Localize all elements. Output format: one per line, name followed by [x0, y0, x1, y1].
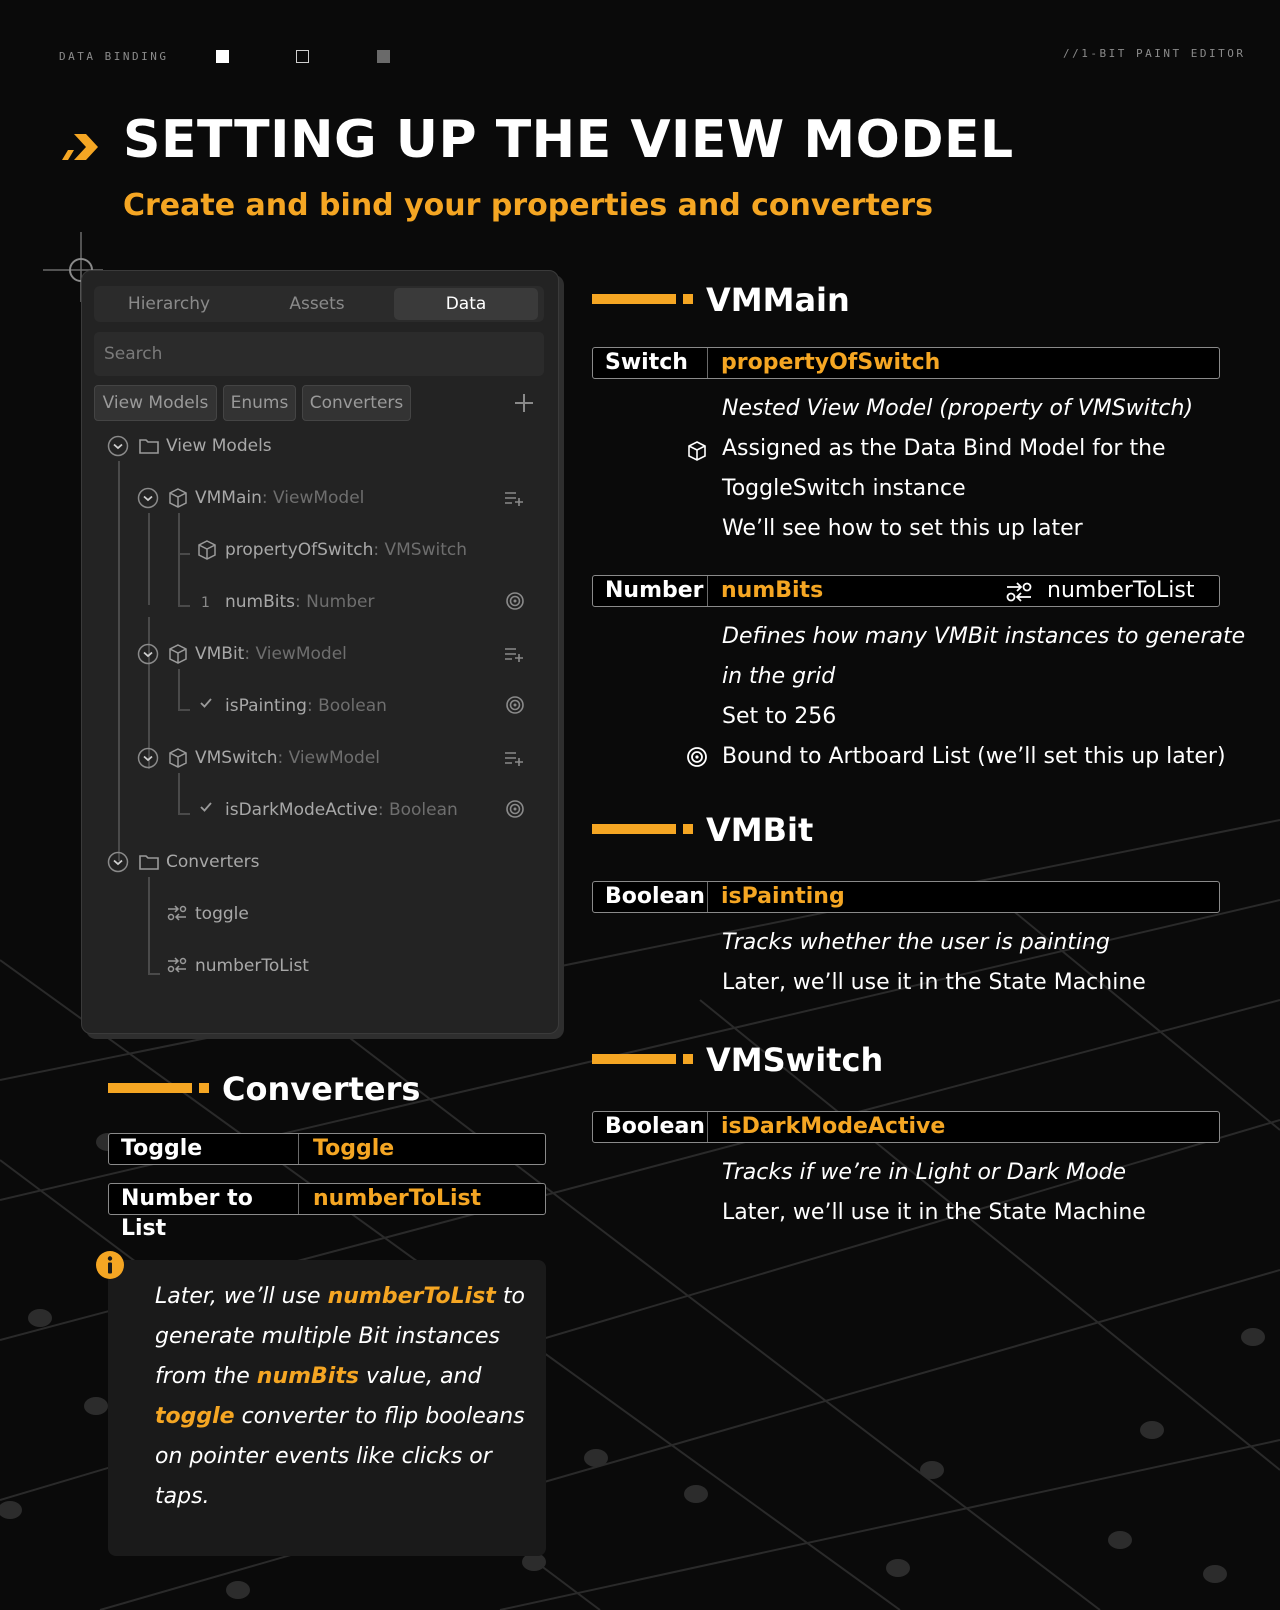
tree-item-is-painting[interactable]	[225, 694, 387, 718]
tree-line	[148, 973, 160, 975]
converter-value: Toggle	[313, 1136, 395, 1161]
property-type: Number	[593, 576, 708, 606]
info-line	[155, 1284, 525, 1309]
description-text: Tracks if we’re in Light or Dark Mode	[722, 1160, 1127, 1185]
description-text: in the grid	[722, 664, 836, 689]
cube-icon	[167, 487, 189, 509]
collapse-chevron-icon[interactable]	[137, 487, 159, 509]
item-type: : ViewModel	[261, 488, 365, 508]
cube-icon	[686, 440, 708, 462]
add-property-icon[interactable]	[504, 749, 524, 767]
heading-bar	[108, 1083, 192, 1093]
data-panel	[81, 270, 559, 1034]
info-line	[155, 1364, 481, 1389]
converter-label: Toggle	[109, 1134, 299, 1164]
converter-value: numberToList	[313, 1186, 482, 1211]
property-type: Boolean	[593, 882, 708, 912]
description-text: ToggleSwitch instance	[722, 476, 966, 501]
description-text: We’ll see how to set this up later	[722, 516, 1083, 541]
tab-assets[interactable]: Assets	[289, 294, 345, 314]
bound-spiral-icon[interactable]	[505, 799, 525, 819]
bound-spiral-icon	[686, 746, 708, 768]
collapse-chevron-icon[interactable]	[137, 643, 159, 665]
tree-line	[118, 461, 120, 861]
tree-item-number-to-list[interactable]: numberToList	[195, 956, 309, 976]
tree-line	[178, 813, 190, 815]
heading-bar-dot	[683, 294, 693, 304]
tree-line	[178, 605, 190, 607]
add-property-icon[interactable]	[504, 645, 524, 663]
page-title: SETTING UP THE VIEW MODEL	[123, 110, 1014, 170]
chip-enums[interactable]: Enums	[223, 385, 296, 421]
heading-bar-dot	[683, 1054, 693, 1064]
info-text: to	[495, 1284, 525, 1309]
folder-label: Converters	[166, 852, 260, 872]
description-text: Bound to Artboard List (we’ll set this up later)	[722, 744, 1226, 769]
tree-line	[178, 513, 180, 605]
add-property-icon[interactable]	[504, 489, 524, 507]
info-callout	[108, 1260, 546, 1556]
tree-item-is-dark-mode-active[interactable]	[225, 798, 458, 822]
property-row-is-dark-mode-active	[592, 1111, 1220, 1143]
tree-line	[178, 709, 190, 711]
folder-icon	[138, 436, 160, 456]
tree-item-vmbit[interactable]	[195, 642, 347, 666]
item-name: propertyOfSwitch	[225, 540, 374, 560]
check-icon	[198, 799, 214, 815]
cube-icon	[196, 539, 218, 561]
converter-icon	[166, 955, 188, 975]
converter-row-number-to-list	[108, 1183, 546, 1241]
item-name: VMBit	[195, 644, 245, 664]
info-highlight: numberToList	[327, 1284, 496, 1309]
info-text: Later, we’ll use	[155, 1284, 328, 1309]
heading-bar	[592, 824, 676, 834]
description-text: Later, we’ll use it in the State Machine	[722, 970, 1146, 995]
panel-tabs	[94, 286, 544, 322]
tree-line	[178, 553, 190, 555]
info-line: generate multiple Bit instances	[155, 1324, 500, 1349]
description-text: Tracks whether the user is painting	[722, 930, 1110, 955]
converters-heading: Converters	[222, 1070, 421, 1108]
info-line	[155, 1404, 525, 1429]
item-type: : Boolean	[306, 696, 387, 716]
plus-icon[interactable]	[514, 393, 534, 413]
property-row-number	[592, 575, 1220, 607]
cube-icon	[167, 643, 189, 665]
description-text: Nested View Model (property of VMSwitch)	[722, 396, 1194, 421]
tree-folder-converters[interactable]	[166, 850, 260, 874]
property-converter: numberToList	[1047, 578, 1195, 603]
item-name: VMSwitch	[195, 748, 278, 768]
item-type: : Boolean	[377, 800, 458, 820]
property-type: Boolean	[593, 1112, 708, 1142]
info-highlight: toggle	[155, 1404, 235, 1429]
heading-bar-dot	[199, 1083, 209, 1093]
info-text: converter to flip booleans	[234, 1404, 525, 1429]
vmswitch-heading: VMSwitch	[706, 1041, 884, 1079]
tree-line	[178, 669, 180, 709]
tree-folder-view-models[interactable]	[166, 434, 272, 458]
item-type: : Number	[295, 592, 375, 612]
chip-view-models[interactable]: View Models	[94, 385, 217, 421]
cube-icon	[167, 747, 189, 769]
search-input[interactable]: Search	[94, 332, 544, 376]
collapse-chevron-icon[interactable]	[137, 747, 159, 769]
collapse-chevron-icon[interactable]	[107, 851, 129, 873]
bound-spiral-icon[interactable]	[505, 695, 525, 715]
description-text: Assigned as the Data Bind Model for the	[722, 436, 1166, 461]
converter-icon	[166, 903, 188, 923]
heading-bar	[592, 294, 676, 304]
info-icon	[95, 1250, 125, 1280]
converter-label: Number to List	[109, 1184, 299, 1214]
collapse-chevron-icon[interactable]	[107, 435, 129, 457]
item-name: isPainting	[225, 696, 307, 716]
description-text: Later, we’ll use it in the State Machine	[722, 1200, 1146, 1225]
info-text: value, and	[358, 1364, 482, 1389]
folder-label: View Models	[166, 436, 272, 456]
item-name: isDarkModeActive	[225, 800, 378, 820]
item-name: VMMain	[195, 488, 262, 508]
tree-line	[178, 773, 180, 813]
number-icon: 1	[201, 595, 210, 611]
section-label: DATA BINDING	[59, 50, 169, 63]
property-name: isDarkModeActive	[721, 1114, 946, 1139]
vmbit-heading: VMBit	[706, 811, 814, 849]
tab-data[interactable]: Data	[394, 288, 538, 320]
property-type: Switch	[593, 348, 708, 378]
item-type: : VMSwitch	[373, 540, 467, 560]
tree-item-toggle[interactable]: toggle	[195, 904, 249, 924]
vmmain-heading: VMMain	[706, 281, 850, 319]
info-text: from the	[155, 1364, 257, 1389]
property-row-switch	[592, 347, 1220, 379]
property-name: propertyOfSwitch	[721, 350, 941, 375]
converter-row-toggle	[108, 1133, 546, 1165]
bound-spiral-icon[interactable]	[505, 591, 525, 611]
page-subtitle: Create and bind your properties and converters	[123, 188, 933, 223]
item-type: : ViewModel	[244, 644, 347, 664]
tree-item-property-of-switch[interactable]	[225, 538, 467, 562]
chip-converters[interactable]: Converters	[302, 385, 411, 421]
folder-icon	[138, 852, 160, 872]
square-outline-icon	[296, 50, 309, 63]
tree-item-num-bits[interactable]	[225, 590, 374, 614]
description-text: Defines how many VMBit instances to generate	[722, 624, 1246, 649]
tree-item-vmmain[interactable]	[195, 486, 364, 510]
item-type: : ViewModel	[277, 748, 381, 768]
square-filled-icon	[216, 50, 229, 63]
tree-item-vmswitch[interactable]	[195, 746, 380, 770]
converter-icon	[1004, 579, 1034, 605]
chevron-arrow-icon	[58, 130, 102, 164]
info-line: taps.	[155, 1484, 210, 1509]
check-icon	[198, 695, 214, 711]
heading-bar	[592, 1054, 676, 1064]
description-text: Set to 256	[722, 704, 837, 729]
tree-line	[148, 877, 150, 973]
tab-hierarchy[interactable]: Hierarchy	[127, 294, 211, 314]
info-line: on pointer events like clicks or	[155, 1444, 492, 1469]
property-name: numBits	[721, 578, 824, 603]
info-highlight: numBits	[256, 1364, 359, 1389]
project-label: //1-BIT PAINT EDITOR	[1063, 47, 1246, 60]
square-gray-icon	[377, 50, 390, 63]
tree-line	[148, 513, 150, 605]
property-name: isPainting	[721, 884, 845, 909]
heading-bar-dot	[683, 824, 693, 834]
property-row-is-painting	[592, 881, 1220, 913]
item-name: numBits	[225, 592, 296, 612]
